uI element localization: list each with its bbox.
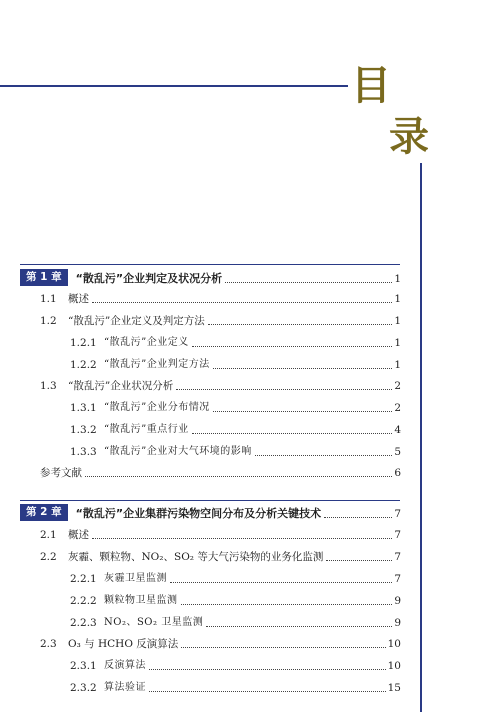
- toc-entry[interactable]: [70, 441, 401, 459]
- toc-heading-char-2: 录: [389, 114, 429, 160]
- toc-entry-number: 1.3.1: [70, 402, 97, 414]
- toc-entry-page: 2: [394, 380, 401, 392]
- header-rule: [0, 85, 348, 87]
- toc-entry-number: 2.3.2: [70, 682, 97, 694]
- toc-entry-title: 算法验证: [104, 682, 146, 693]
- dot-leader: [176, 389, 392, 390]
- toc-entry[interactable]: [70, 612, 401, 630]
- toc-entry-page: 7: [394, 508, 401, 520]
- toc-entry-title: “散乱污”企业集群污染物空间分布及分析关键技术: [75, 507, 322, 520]
- toc-entry-number: 1.2.1: [70, 337, 97, 349]
- dot-leader: [326, 560, 392, 561]
- toc-entry-title: O₃ 与 HCHO 反演算法: [68, 638, 179, 650]
- toc-heading-char-1: 目: [351, 63, 391, 109]
- toc-entry-page: 9: [394, 595, 401, 607]
- toc-entry-page: 10: [387, 638, 401, 650]
- toc-entry-number: 1.1: [40, 293, 57, 305]
- toc-entry-title: 颗粒物卫星监测: [104, 595, 178, 606]
- toc-entry-number: 1.3: [40, 380, 57, 392]
- toc-entry-page: 9: [394, 617, 401, 629]
- dot-leader: [225, 282, 392, 283]
- toc-entry[interactable]: [40, 462, 401, 480]
- dot-leader: [181, 604, 393, 605]
- toc-entry-page: 7: [394, 551, 401, 563]
- toc-entry[interactable]: [40, 288, 401, 306]
- toc-entry-title: 概述: [68, 529, 89, 541]
- toc-entry-title: “散乱污”企业定义: [104, 337, 189, 348]
- toc-entry-title: 灰霾卫星监测: [104, 573, 167, 584]
- chapter-2-rule: [20, 500, 400, 501]
- toc-entry-page: 7: [394, 573, 401, 585]
- dot-leader: [324, 517, 392, 518]
- toc-entry-page: 1: [394, 359, 401, 371]
- dot-leader: [149, 691, 386, 692]
- toc-entry-number: 2.2.1: [70, 573, 97, 585]
- toc-entry-number: 2.2.2: [70, 595, 97, 607]
- toc-entry-number: 2.3: [40, 638, 57, 650]
- toc-entry-title: 反演算法: [104, 660, 146, 671]
- toc-entry[interactable]: [70, 677, 401, 695]
- toc-entry-number: 2.1: [40, 529, 57, 541]
- toc-entry[interactable]: [40, 310, 401, 328]
- toc-entry-number: 2.2: [40, 551, 57, 563]
- toc-entry-title: 灰霾、颗粒物、NO₂、SO₂ 等大气污染物的业务化监测: [68, 551, 324, 563]
- dot-leader: [181, 647, 385, 648]
- toc-entry-page: 1: [394, 315, 401, 327]
- toc-entry[interactable]: [70, 332, 401, 350]
- toc-entry[interactable]: [40, 524, 401, 542]
- chapter-label: 第 1 章: [20, 269, 68, 286]
- toc-entry[interactable]: [40, 546, 401, 564]
- toc-entry-title: NO₂、SO₂ 卫星监测: [104, 617, 204, 628]
- toc-entry-page: 4: [394, 424, 401, 436]
- toc-entry-number: 2.2.3: [70, 617, 97, 629]
- toc-entry-title: 概述: [68, 293, 89, 305]
- dot-leader: [92, 302, 392, 303]
- toc-entry-title: “散乱污”企业对大气环境的影响: [104, 446, 252, 457]
- dot-leader: [255, 455, 393, 456]
- toc-entry-page: 1: [394, 293, 401, 305]
- toc-entry-number: 1.2: [40, 315, 57, 327]
- toc-entry-page: 5: [394, 446, 401, 458]
- toc-entry[interactable]: [70, 655, 401, 673]
- dot-leader: [213, 368, 393, 369]
- toc-entry-title: “散乱污”企业判定方法: [104, 359, 210, 370]
- toc-entry-number: 1.2.2: [70, 359, 97, 371]
- toc-entry-title: “散乱污”重点行业: [104, 424, 189, 435]
- toc-entry-page: 2: [394, 402, 401, 414]
- dot-leader: [192, 433, 393, 434]
- toc-entry-page: 7: [394, 529, 401, 541]
- dot-leader: [206, 626, 392, 627]
- toc-entry-page: 1: [394, 273, 401, 285]
- toc-entry-page: 15: [387, 682, 401, 694]
- toc-entry[interactable]: [40, 375, 401, 393]
- toc-entry-page: 6: [394, 467, 401, 479]
- chapter-label: 第 2 章: [20, 504, 68, 521]
- toc-entry-page: 1: [394, 337, 401, 349]
- toc-entry-number: 1.3.2: [70, 424, 97, 436]
- margin-rule: [420, 163, 422, 712]
- dot-leader: [170, 582, 392, 583]
- toc-entry-title: “散乱污”企业定义及判定方法: [68, 315, 205, 327]
- dot-leader: [213, 411, 393, 412]
- toc-entry-title: “散乱污”企业分布情况: [104, 402, 210, 413]
- toc-entry[interactable]: [20, 503, 401, 521]
- toc-entry[interactable]: [70, 568, 401, 586]
- toc-entry-number: 1.3.3: [70, 446, 97, 458]
- chapter-1-rule: [20, 264, 400, 265]
- toc-entry-title: 参考文献: [40, 467, 82, 479]
- dot-leader: [208, 324, 393, 325]
- toc-entry[interactable]: [70, 590, 401, 608]
- toc-entry-title: “散乱污”企业判定及状况分析: [75, 272, 223, 285]
- toc-entry[interactable]: [70, 397, 401, 415]
- dot-leader: [149, 669, 386, 670]
- toc-entry[interactable]: [40, 633, 401, 651]
- toc-entry-title: “散乱污”企业状况分析: [68, 380, 174, 392]
- dot-leader: [192, 346, 393, 347]
- dot-leader: [85, 476, 392, 477]
- toc-entry-page: 10: [387, 660, 401, 672]
- toc-entry[interactable]: [20, 268, 401, 286]
- toc-entry[interactable]: [70, 354, 401, 372]
- toc-entry[interactable]: [70, 419, 401, 437]
- toc-entry-number: 2.3.1: [70, 660, 97, 672]
- dot-leader: [92, 538, 392, 539]
